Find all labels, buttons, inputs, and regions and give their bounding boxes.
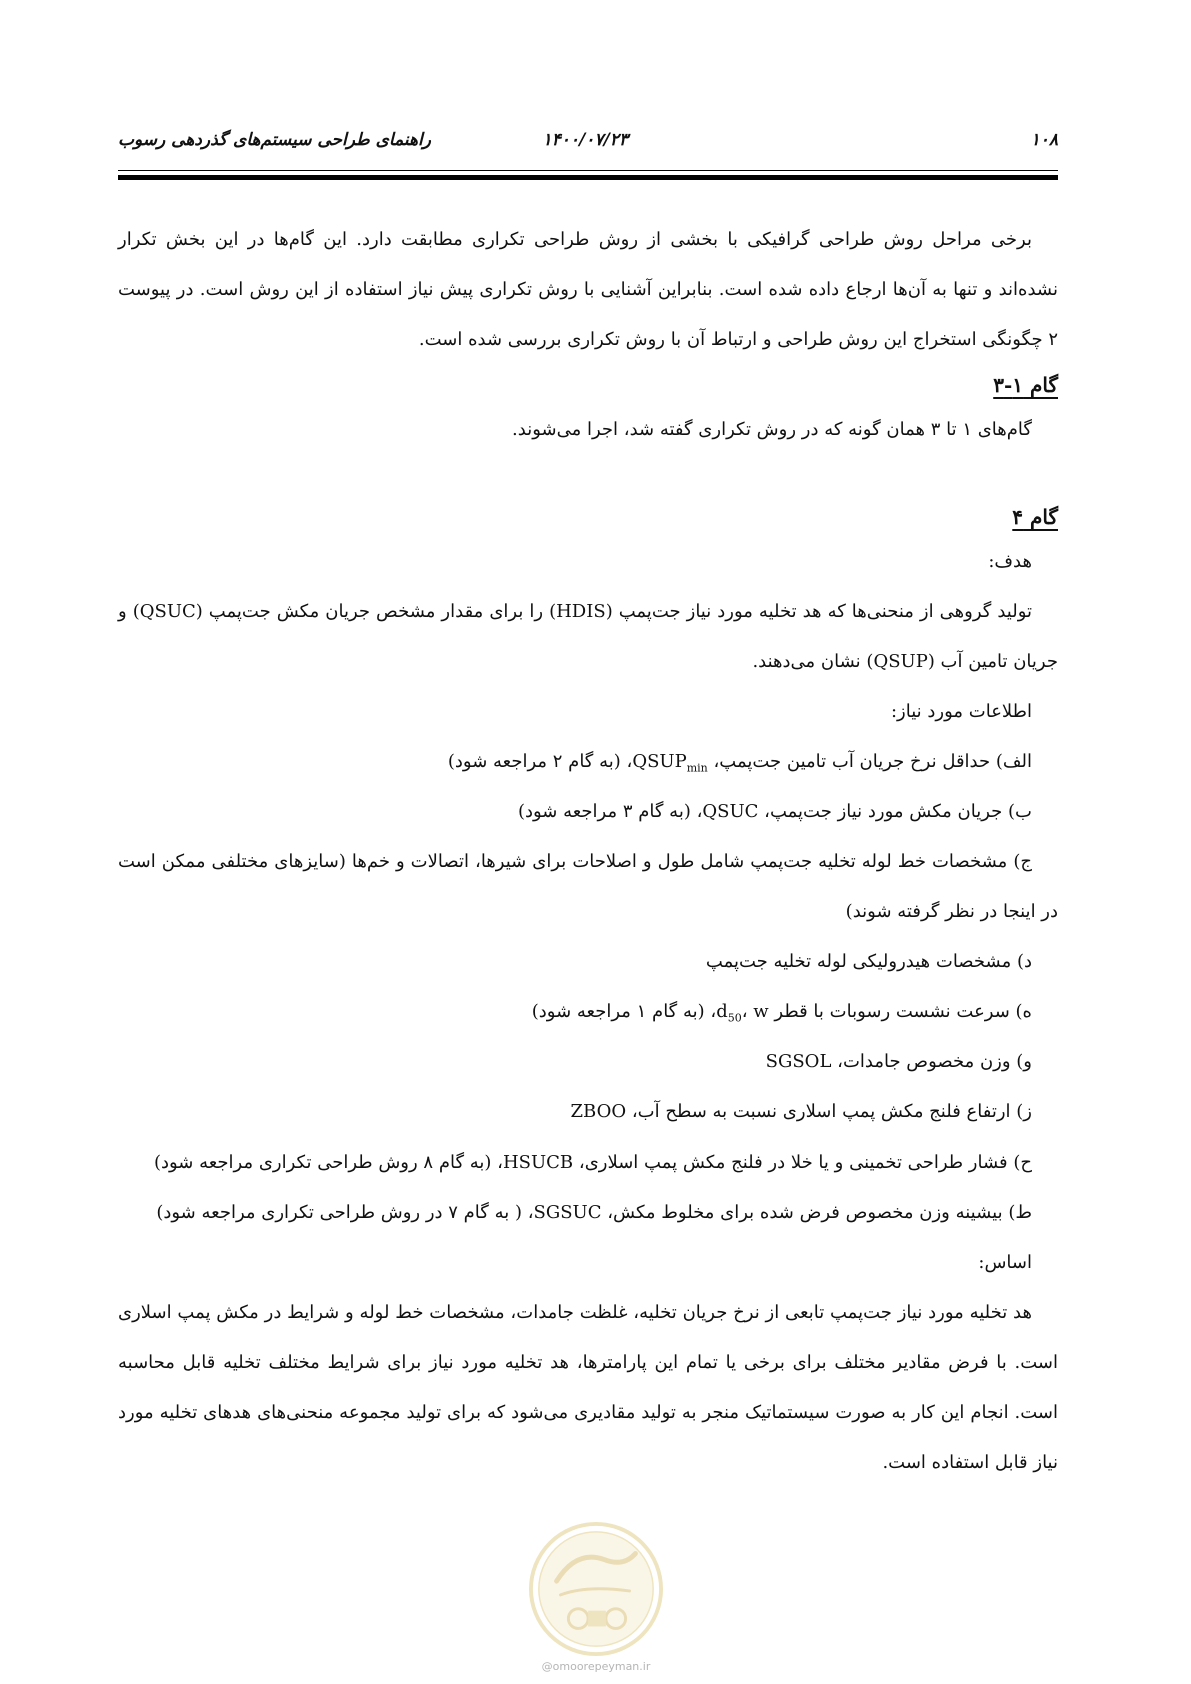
list-item-he-subscript: 50 [727,1012,742,1025]
intro-paragraph: برخی مراحل روش طراحی گرافیکی با بخشی از روش طراحی تکراری مطابقت دارد. این گام‌ها در این بخش تکرار نشده‌اند و تنها به آن‌ها ارجاع داده شده است. بنابراین آشنایی با روش تکراری پیش نیاز استفاده از این روش است. در پیوست ۲ چگونگی استخراج این روش طراحی و ارتباط آن با روش تکراری بررسی شده است. [118,229,1058,351]
goal-paragraph: تولید گروهی از منحنی‌ها که هد تخلیه مورد نیاز جت‌پمپ (HDIS) را برای مقدار مشخص جریان مکش جت‌پمپ (QSUC) و جریان تامین آب (QSUP) نشان می‌دهند. [118,601,1058,673]
watermark-logo-icon [527,1520,665,1658]
list-item-alef-text: الف) حداقل نرخ جریان آب تامین جت‌پمپ، QSUP [632,751,1032,773]
list-item-be: ب) جریان مکش مورد نیاز جت‌پمپ، QSUC، (به گام ۳ مراجعه شود) [517,801,1032,823]
list-item-alef-subscript: min [686,761,708,775]
header-rule-thin [118,170,1058,171]
page-content [118,215,1058,1488]
list-item-he-text: ه) سرعت نشست رسوبات با قطر d [716,1001,1032,1023]
goal-label: هدف: [988,551,1032,573]
list-item-alef [118,737,1058,787]
list-item-ta: ط) بیشینه وزن مخصوص فرض شده برای مخلوط مکش، SGSUC، ( به گام ۷ در روش طراحی تکراری مراجعه شود) [156,1201,1032,1223]
list-item-alef-ref: ، (به گام ۲ مراجعه شود) [447,751,633,773]
required-info-label: اطلاعات مورد نیاز: [890,701,1032,723]
watermark-handle: @omoorepeyman.ir [541,1660,651,1673]
header-date: ۱۴۰۰/۰۷/۲۳ [542,130,628,150]
step-1-3-heading: گام ۱-۳ [993,373,1058,398]
basis-label: اساس: [978,1251,1032,1273]
header-rule-thick [118,175,1058,180]
spacer [118,455,1058,497]
list-item-vav: و) وزن مخصوص جامدات، SGSOL [765,1051,1032,1073]
list-item-he [118,987,1058,1037]
page-number: ۱۰۸ [1030,130,1058,150]
step-4-heading: گام ۴ [1012,505,1058,530]
header-title: راهنمای طراحی سیستم‌های گذردهی رسوب [118,130,431,150]
list-item-he-ref: ، w، (به گام ۱ مراجعه شود) [531,1001,769,1023]
list-item-jim: ج) مشخصات خط لوله تخلیه جت‌پمپ شامل طول و اصلاحات برای شیرها، اتصالات و خم‌ها (سایزهای مختلفی ممکن است در اینجا در نظر گرفته شوند) [118,851,1058,923]
step-1-3-paragraph: گام‌های ۱ تا ۳ همان گونه که در روش تکراری گفته شد، اجرا می‌شوند. [512,419,1032,441]
list-item-ze: ز) ارتفاع فلنج مکش پمپ اسلاری نسبت به سطح آب، ZBOO [570,1101,1032,1123]
list-item-he2: ح) فشار طراحی تخمینی و یا خلا در فلنج مکش پمپ اسلاری، HSUCB، (به گام ۸ روش طراحی تکراری مراجعه شود) [153,1151,1032,1173]
list-item-dal: د) مشخصات هیدرولیکی لوله تخلیه جت‌پمپ [705,951,1032,973]
basis-paragraph: هد تخلیه مورد نیاز جت‌پمپ تابعی از نرخ جریان تخلیه، غلظت جامدات، مشخصات خط لوله و شرایط در مکش پمپ اسلاری است. با فرض مقادیر مختلف برای برخی یا تمام این پارامترها، هد تخلیه مورد نیاز برای شرایط مختلف تخلیه قابل محاسبه است. انجام این کار به صورت سیستماتیک منجر به تولید مقادیری می‌شود که برای تولید مجموعه منحنی‌های هدهای تخلیه مورد نیاز قابل استفاده است. [118,1301,1058,1473]
page-header [118,130,1058,160]
